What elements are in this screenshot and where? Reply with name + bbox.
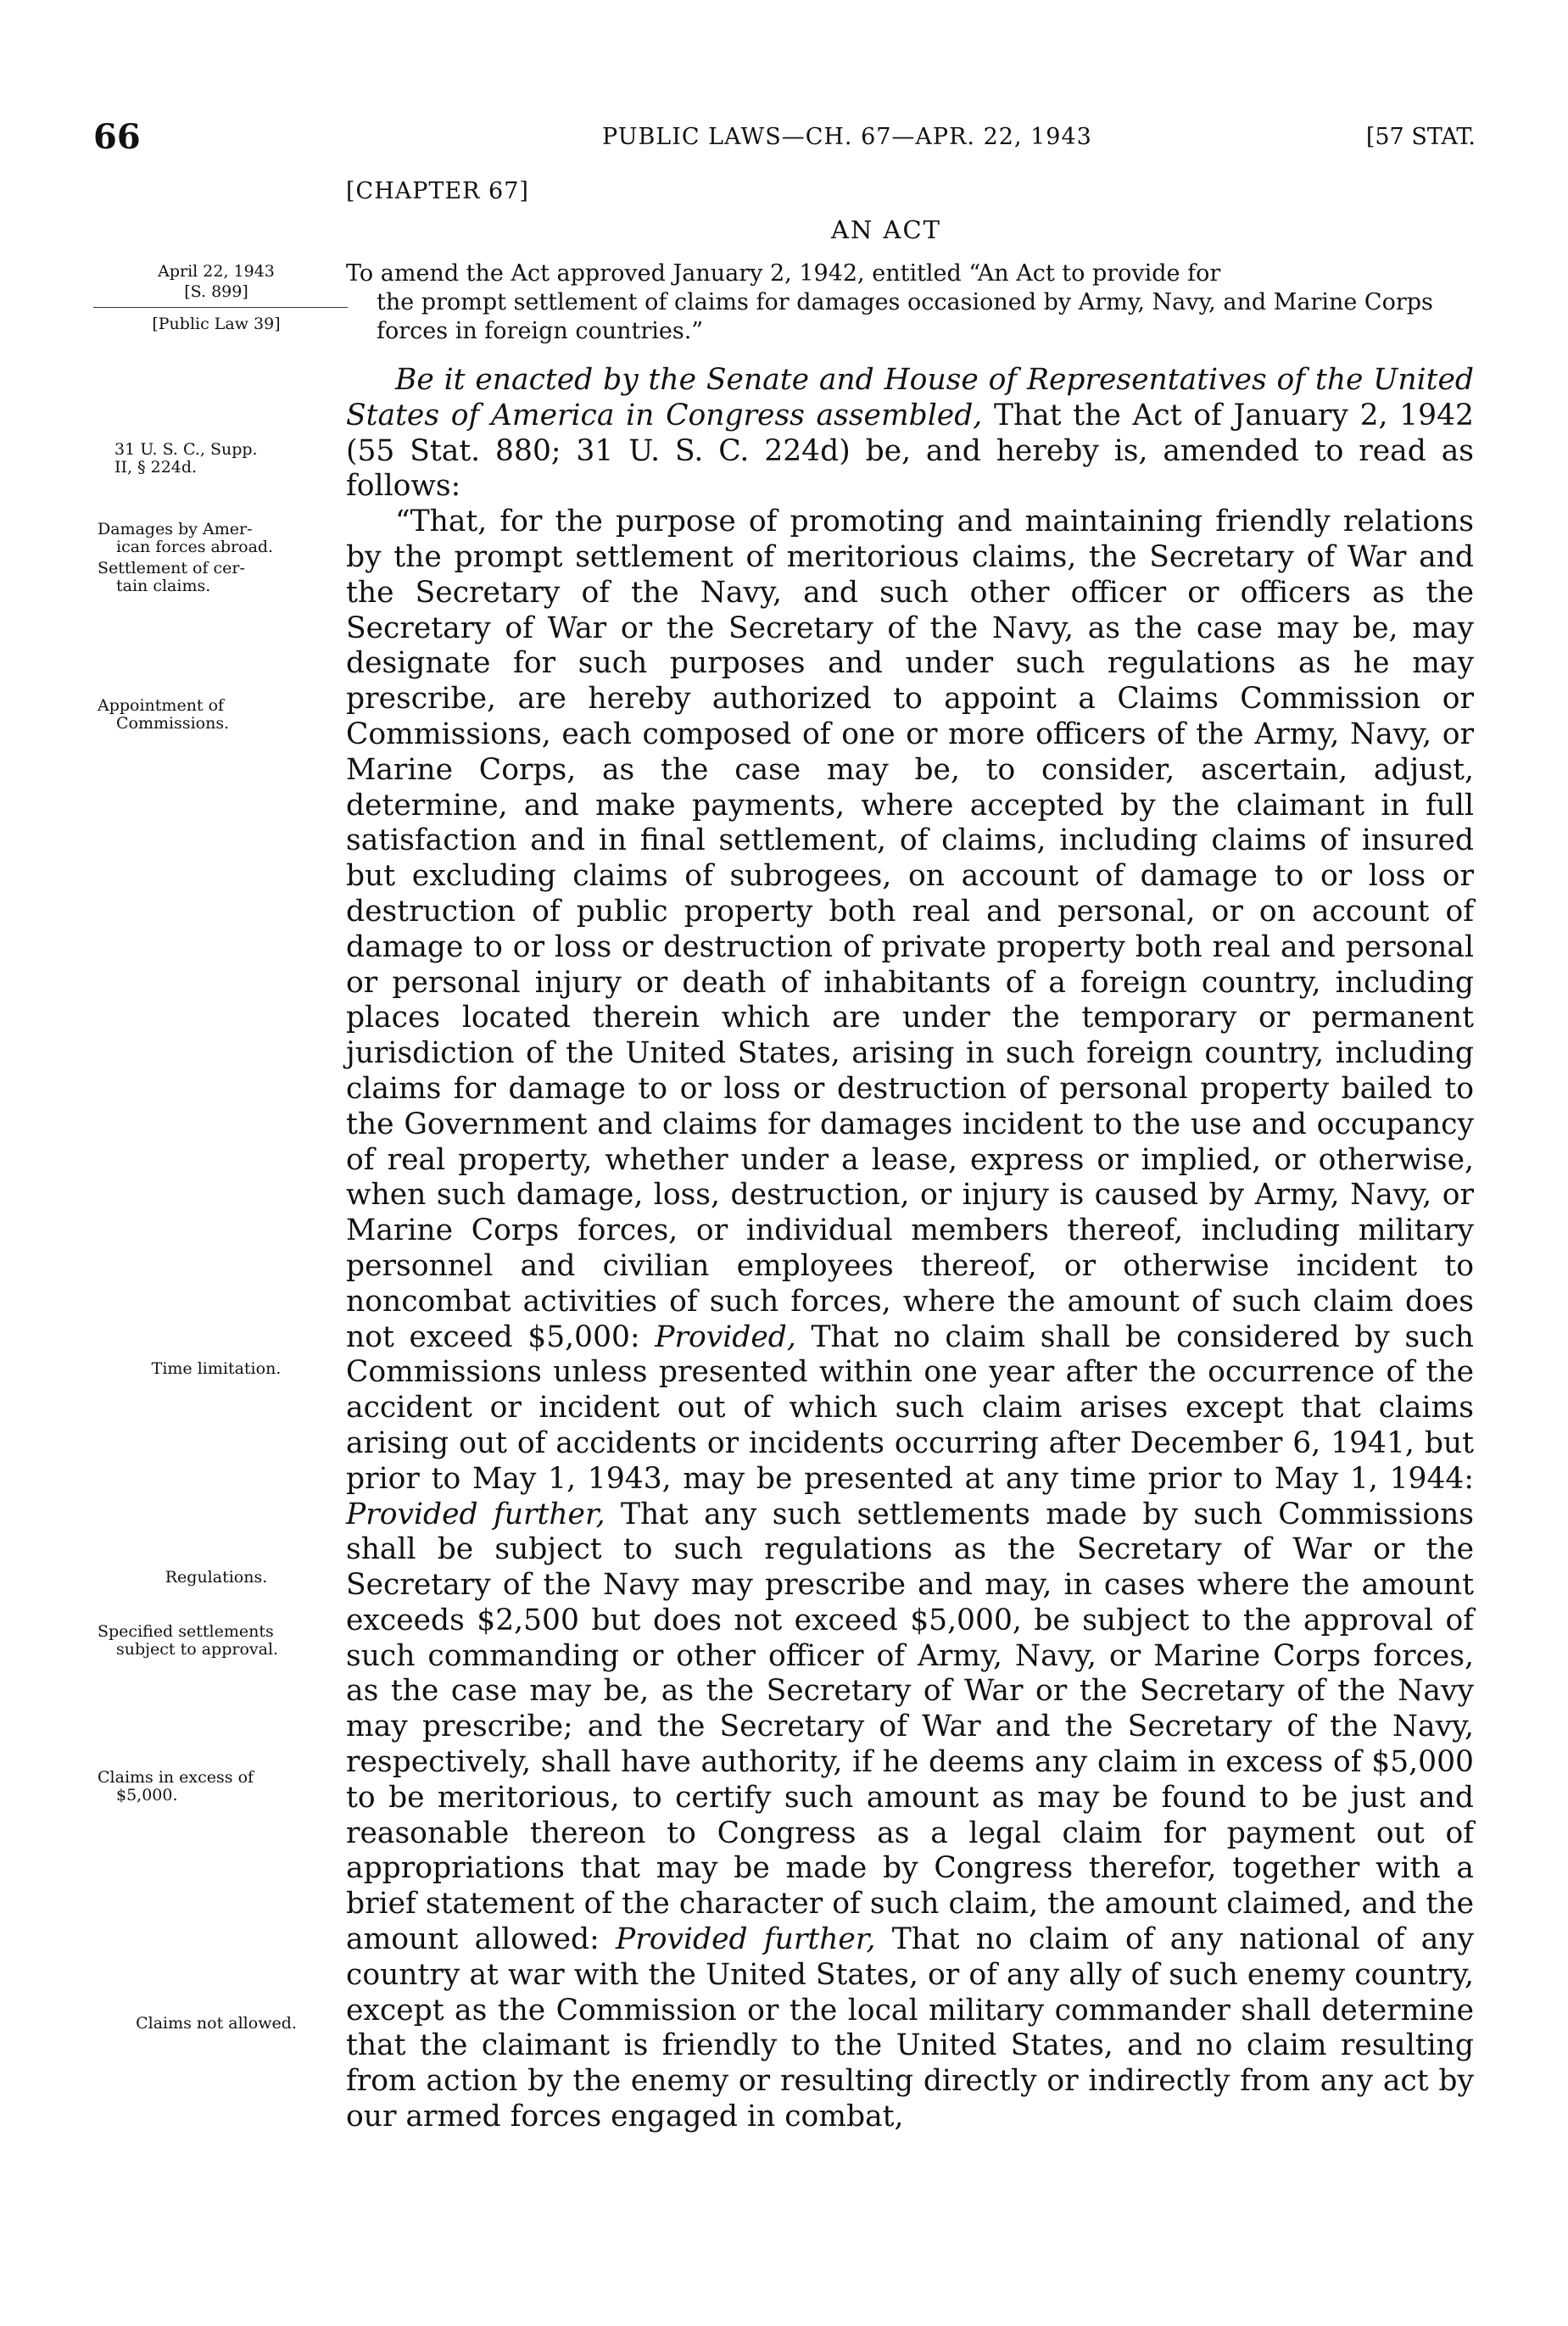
margin-note-regulations: Regulations. xyxy=(165,1568,268,1587)
running-header xyxy=(93,117,1476,159)
running-title: PUBLIC LAWS—CH. 67—APR. 22, 1943 xyxy=(602,124,1092,150)
margin-bill-number: [S. 899] xyxy=(184,282,248,301)
act-purpose: To amend the Act approved January 2, 1942, entitled “An Act to provide for the prompt settlement of claims for damages occasioned by Army, Navy, and Marine Corps forces in foreign countries.” xyxy=(346,260,1433,344)
margin-divider xyxy=(93,307,348,308)
enacting-clause: Be it enacted by the Senate and House of Representatives of the United States of America in Congress assembled, That the Act of January 2, 1942 (55 Stat. 880; 31 U. S. C. 224d) be, and hereby is, amended to read as follows: xyxy=(346,363,1474,504)
volume-reference: [57 STAT. xyxy=(1365,124,1476,150)
act-title: AN ACT xyxy=(831,215,942,244)
margin-note-excess-claims: Claims in excess of $5,000. xyxy=(98,1768,254,1804)
margin-date: April 22, 1943 xyxy=(158,262,275,281)
margin-note-specified-settlements: Specified settlements subject to approval. xyxy=(98,1622,279,1659)
margin-note-claims-not-allowed: Claims not allowed. xyxy=(136,2014,297,2033)
margin-note-settlement: Settlement of cer- tain claims. xyxy=(98,559,245,595)
margin-public-law: [Public Law 39] xyxy=(152,315,281,333)
margin-note-time-limitation: Time limitation. xyxy=(151,1359,282,1378)
section-text: “That, for the purpose of promoting and maintaining friendly relations by the prompt settlement of meritorious claims, the Secretary of War and the Secretary of the Navy, and such other officer or officers as the Secretary of War or the Secretary of the Navy, as the case may be, may designate for such purposes and under such regulations as he may prescribe, are hereby authorized to appoint a Claims Commission or Commissions, each composed of one or more officers of the Army, Navy, or Marine Corps, as the case may be, to consider, ascertain, adjust, determine, and make payments, where accepted by the claimant in full satisfaction and in final settlement, of claims, including claims of insured but excluding claims of subrogees, on account of damage to or loss or destruction of public property both real and personal, or on account of damage to or loss or destruction of private property both real and personal or personal injury or death of inhabitants of a foreign country, including places located therein which are under the temporary or permanent jurisdiction of the United States, arising in such foreign country, including claims for damage to or loss or destruction of personal property bailed to the Government and claims for damages incident to the use and occupancy of real property, whether under a lease, express or implied, or otherwise, when such damage, loss, destruction, or injury is caused by Army, Navy, or Marine Corps forces, or individual members thereof, including military personnel and civilian employees thereof, or otherwise incident to noncombat activities of such forces, where the amount of such claim does not exceed $5,000: Provided, That no claim shall be considered by such Commissions unless presented within one year after the occurrence of the accident or incident out of which such claim arises except that claims arising out of accidents or incidents occurring after December 6, 1941, but prior to May 1, 1943, may be presented at any time prior to May 1, 1944: Provided further, That any such settlements made by such Commissions shall be subject to such regulations as the Secretary of War or the Secretary of the Navy may prescribe and may, in cases where the amount exceeds $2,500 but does not exceed $5,000, be subject to the approval of such commanding or other officer of Army, Navy, or Marine Corps forces, as the case may be, as the Secretary of War or the Secretary of the Navy may prescribe; and the Secretary of War and the Secretary of the Navy, respectively, shall have authority, if he deems any claim in excess of $5,000 to be meritorious, to certify such amount as may be found to be just and reasonable thereon to Congress as a legal claim for payment out of appropriations that may be made by Congress therefor, together with a brief statement of the character of such claim, the amount claimed, and the amount allowed: Provided further, That no claim of any national of any country at war with the United States, or of any ally of such enemy country, except as the Commission or the local military commander shall determine that the claimant is friendly to the United States, and no claim resulting from action by the enemy or resulting directly or indirectly from any act by our armed forces engaged in combat, xyxy=(346,505,1475,2134)
chapter-heading: [CHAPTER 67] xyxy=(346,178,529,204)
margin-note-damages: Damages by Amer- ican forces abroad. xyxy=(98,520,274,556)
page-number: 66 xyxy=(93,117,141,157)
act-body xyxy=(346,363,1474,2135)
margin-note-appointment: Appointment of Commissions. xyxy=(98,696,230,733)
margin-citation: 31 U. S. C., Supp. II, § 224d. xyxy=(114,440,258,477)
